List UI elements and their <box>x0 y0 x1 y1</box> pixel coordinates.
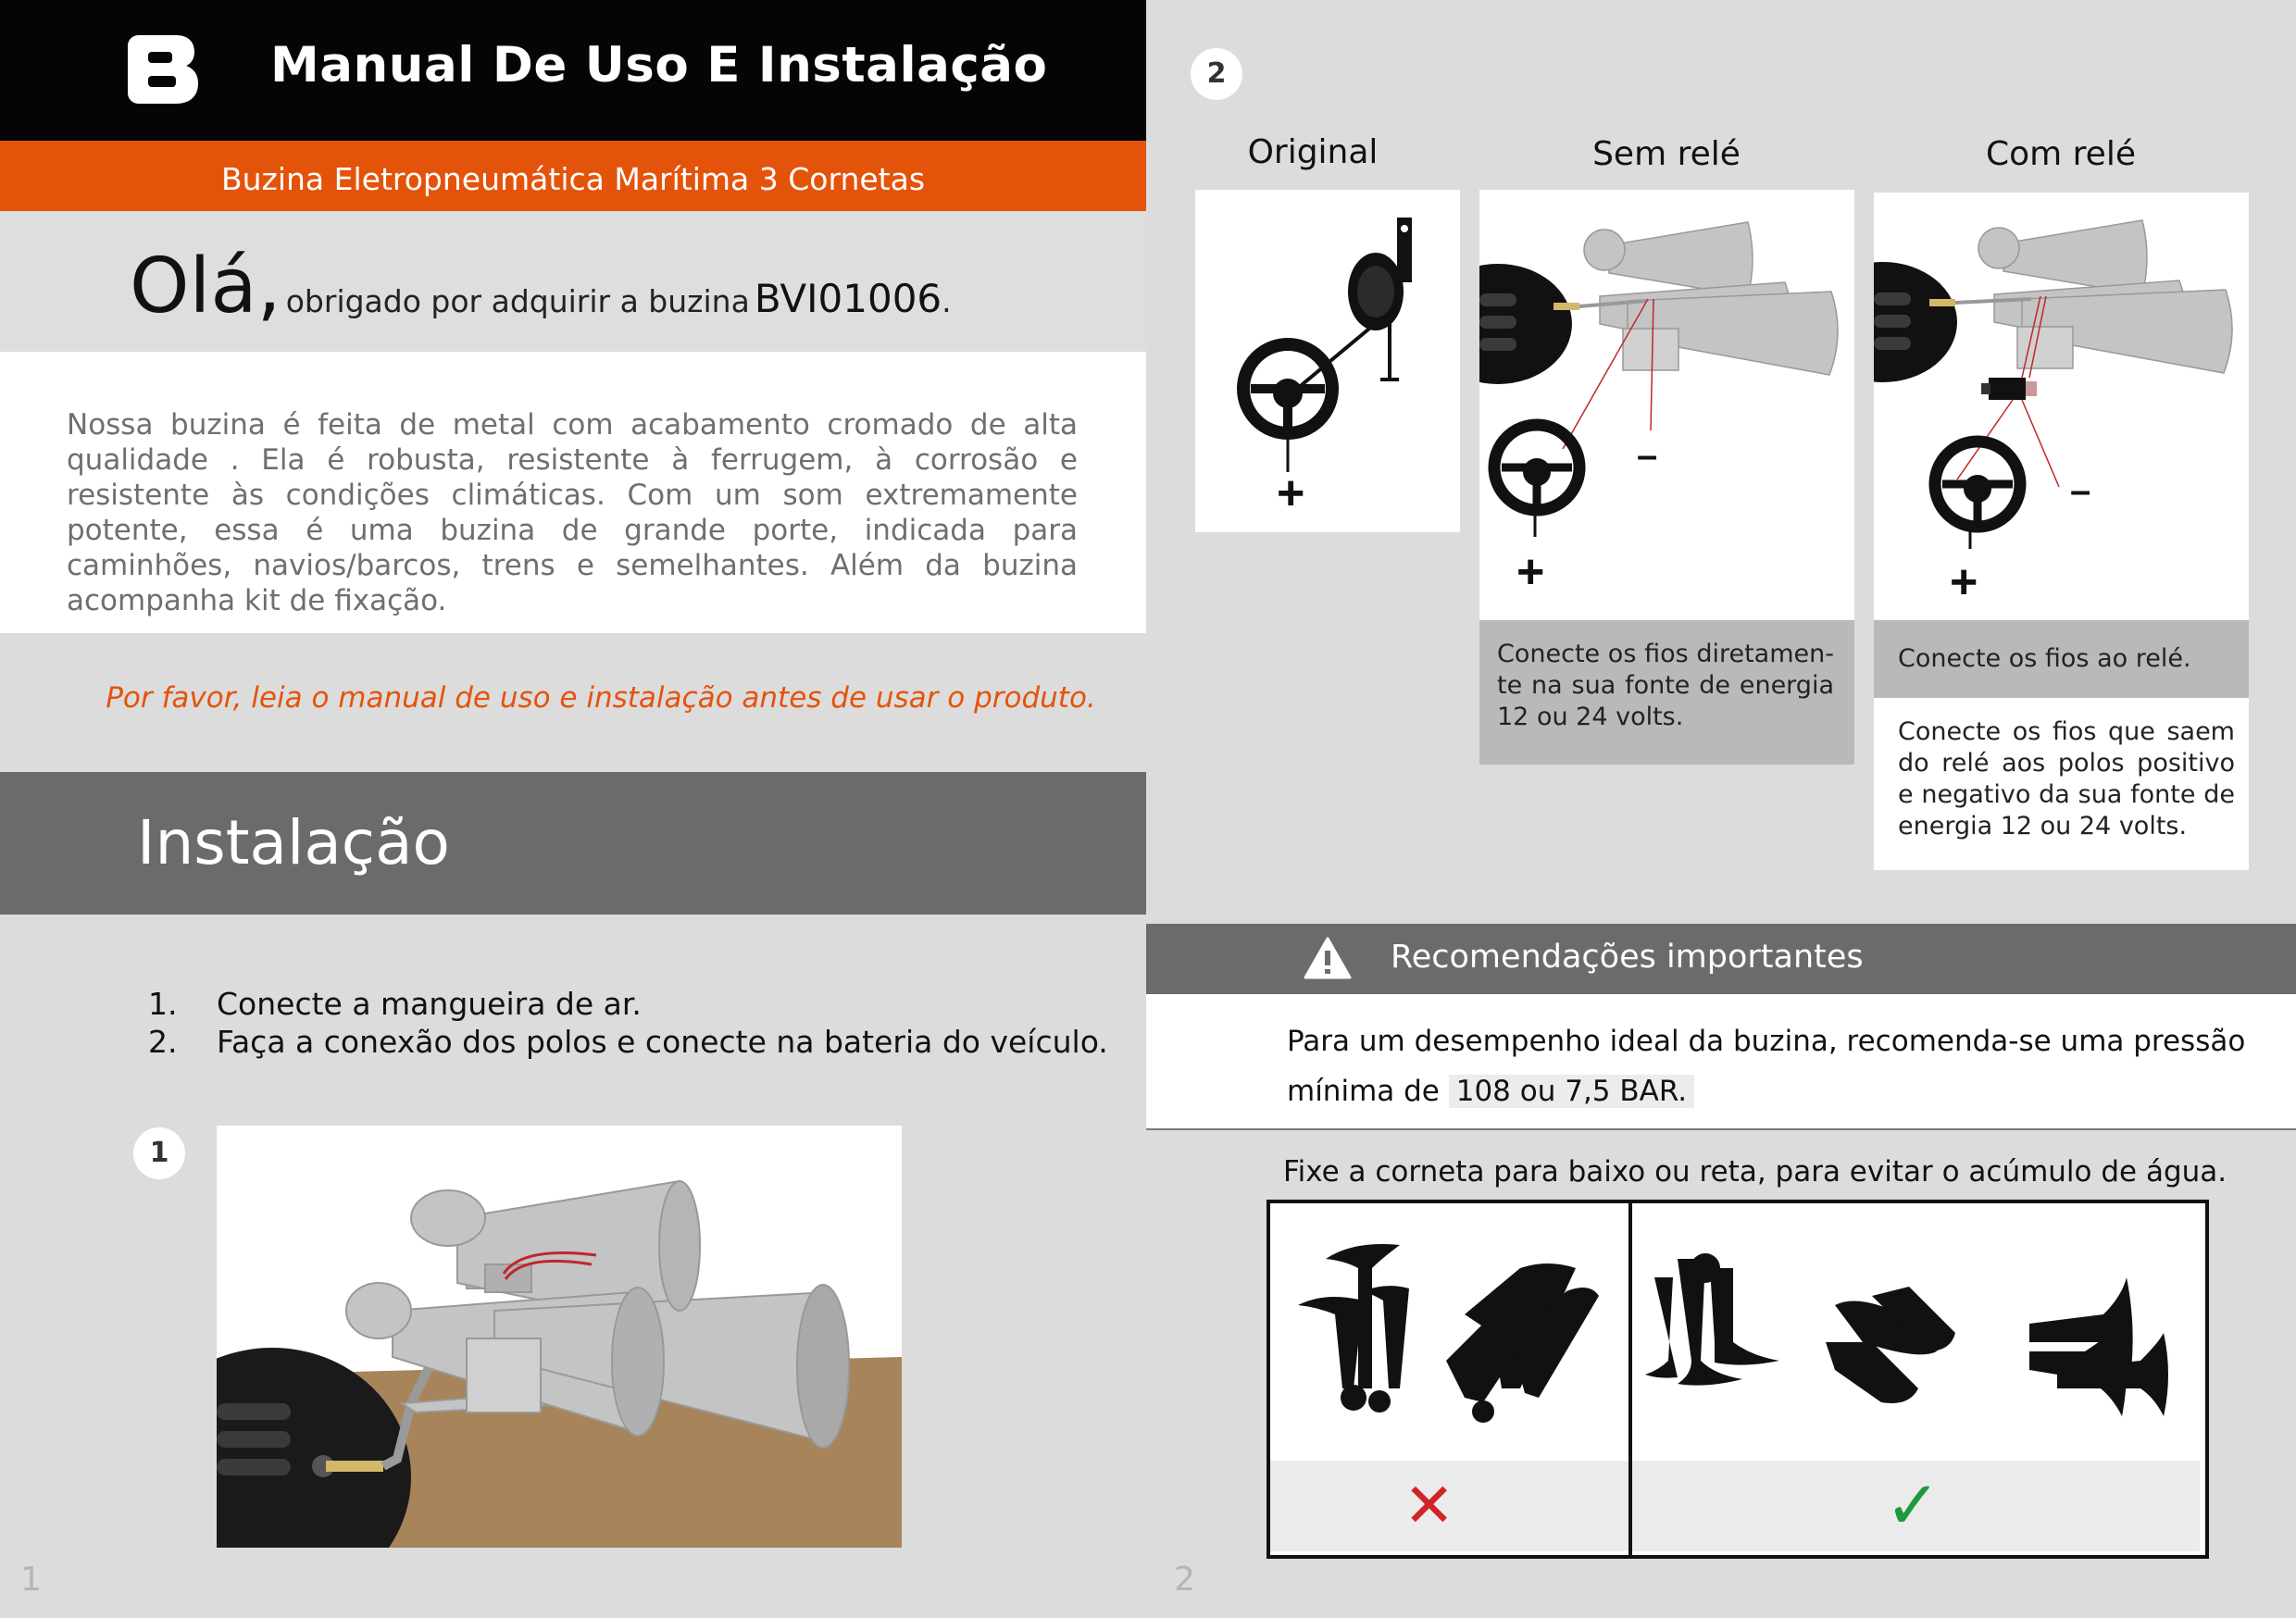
page-number-right: 2 <box>1174 1561 1195 1599</box>
original-wiring-panel <box>1195 190 1460 532</box>
battery-icon <box>1479 264 1579 384</box>
greeting-period: . <box>942 283 952 319</box>
sem-rele-caption: Conecte os fios diretamen-te na sua fonte de energia 12 ou 24 volts. <box>1497 640 1834 731</box>
steering-wheel-icon <box>1243 344 1332 433</box>
divider <box>1146 1128 2296 1130</box>
steering-wheel-icon <box>1935 442 2020 527</box>
horn-icon <box>1348 218 1412 380</box>
plus-label: + <box>1950 555 1978 609</box>
page-number-left: 1 <box>20 1561 42 1599</box>
horn-icon <box>1978 220 2232 373</box>
battery-icon <box>1874 262 1957 382</box>
step-badge-2: 2 <box>1191 48 1242 100</box>
com-rele-wiring-panel <box>1874 193 2249 620</box>
brand-logo-icon <box>128 35 198 104</box>
minus-label: – <box>1637 435 1658 476</box>
greeting-model: BVI01006 <box>754 276 942 321</box>
relay-icon <box>1981 378 2037 400</box>
com-rele-title: Com relé <box>1986 135 2136 173</box>
com-rele-caption-1: Conecte os fios ao relé. <box>1898 644 2191 673</box>
greeting <box>130 243 952 330</box>
steering-wheel-icon <box>1494 425 1579 510</box>
minus-label: – <box>2070 470 2091 511</box>
horn-icon <box>1298 1244 1599 1423</box>
grid-divider <box>1628 1200 1632 1559</box>
mounting-instruction: Fixe a corneta para baixo ou reta, para evitar o acúmulo de água. <box>1283 1155 2227 1189</box>
list-item: 1. Conecte a mangueira de ar. <box>148 986 642 1022</box>
sem-rele-wiring-panel <box>1479 190 1854 620</box>
horn-icon <box>346 1181 849 1448</box>
intro-text: Nossa buzina é feita de metal com acabamento cromado de alta qualidade . Ela é robusta, resistente à ferrugem, à corrosão e resistente às condições climáticas. Com um som extremamente potente, essa é uma buzina de grande porte, indicada para caminhões, navios/barcos, trens e semelhantes. Além da buzina acompanha kit de fixação. <box>67 408 1078 617</box>
original-title: Original <box>1247 133 1379 171</box>
horn-icon <box>1584 222 1838 375</box>
plus-label: + <box>1277 467 1305 520</box>
recommendation-pressure <box>1287 1016 2268 1116</box>
sem-rele-title: Sem relé <box>1592 135 1741 173</box>
installation-title: Instalação <box>137 807 450 878</box>
product-subtitle: Buzina Eletropneumática Marítima 3 Cornetas <box>220 161 926 197</box>
installation-illustration <box>217 1126 902 1548</box>
plus-label: + <box>1516 545 1545 599</box>
greeting-thanks: obrigado por adquirir a buzina <box>285 283 750 319</box>
cross-icon: ✕ <box>1404 1470 1455 1541</box>
recommendation-text: Para um desempenho ideal da buzina, recomenda-se uma pressão mínima de <box>1287 1025 2246 1108</box>
step-badge-1: 1 <box>133 1127 185 1179</box>
com-rele-caption-2: Conecte os fios que saem do relé aos polos positivo e negativo da sua fonte de energia 12 ou 24 volts. <box>1898 717 2235 840</box>
horn-icon <box>1645 1253 2168 1416</box>
check-icon: ✓ <box>1885 1466 1941 1544</box>
pressure-value: 108 ou 7,5 BAR. <box>1449 1075 1694 1108</box>
list-item: 2. Faça a conexão dos polos e conecte na bateria do veículo. <box>148 1024 1108 1060</box>
recommendations-title: Recomendações importantes <box>1391 939 1864 976</box>
warning-triangle-icon <box>1304 937 1352 979</box>
page-title: Manual De Uso E Instalação <box>270 37 1048 93</box>
read-manual-warning: Por favor, leia o manual de uso e instalação antes de usar o produto. <box>106 681 1096 715</box>
installation-steps <box>148 985 1108 1061</box>
greeting-hello: Olá, <box>130 243 281 330</box>
